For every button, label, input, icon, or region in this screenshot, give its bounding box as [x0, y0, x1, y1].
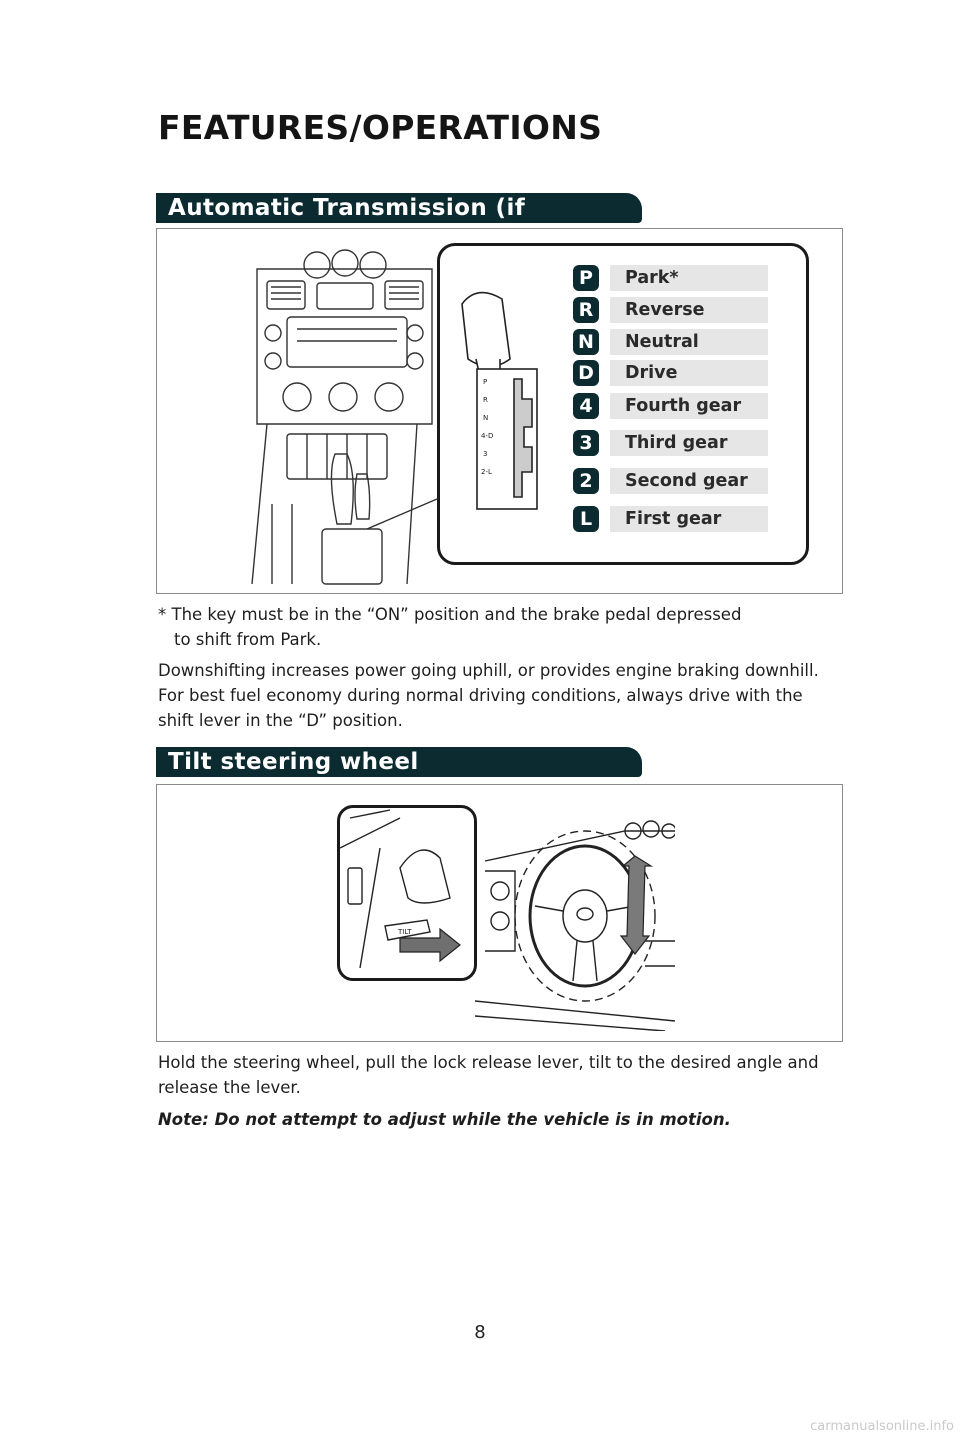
gear-badge: L — [573, 506, 599, 532]
gate-label: 3 — [483, 450, 488, 458]
gear-badge: R — [573, 297, 599, 323]
gear-badge: N — [573, 329, 599, 355]
gear-label: First gear — [610, 506, 768, 532]
footnote-line: to shift from Park. — [174, 630, 322, 649]
page-number: 8 — [474, 1322, 486, 1343]
footnote-line: * The key must be in the “ON” position and the brake pedal depressed — [158, 605, 742, 624]
gear-label: Second gear — [610, 468, 768, 494]
tilt-note: Note: Do not attempt to adjust while the vehicle is in motion. — [158, 1110, 731, 1129]
section-header-tilt: Tilt steering wheel — [156, 747, 642, 777]
tilt-lever-inset — [337, 805, 477, 981]
section-header-transmission: Automatic Transmission (if — [156, 193, 642, 223]
tilt-figure — [156, 784, 843, 1042]
transmission-paragraph: Downshifting increases power going uphill, or provides engine braking downhill. For best fuel economy during normal driving conditions, always drive with the shift lever in the “D” position. — [158, 661, 819, 730]
tilt-paragraph: Hold the steering wheel, pull the lock release lever, tilt to the desired angle and release the lever. — [158, 1053, 819, 1097]
gear-badge: P — [573, 265, 599, 291]
gear-badge: 2 — [573, 468, 599, 494]
transmission-footnote — [158, 602, 838, 652]
gear-label: Third gear — [610, 430, 768, 456]
shift-lever-illustration — [452, 284, 582, 514]
gear-badge: D — [573, 360, 599, 386]
gate-label: 4-D — [481, 432, 494, 440]
watermark: carmanualsonline.info — [810, 1419, 954, 1434]
gate-label: R — [483, 396, 488, 404]
gear-label: Fourth gear — [610, 393, 768, 419]
tilt-lever-illustration — [340, 808, 474, 978]
gear-label: Drive — [610, 360, 768, 386]
page-title: FEATURES/OPERATIONS — [158, 108, 603, 147]
gear-badge: 3 — [573, 430, 599, 456]
steering-wheel-illustration — [475, 801, 675, 1031]
gate-label: N — [483, 414, 489, 422]
gear-label: Neutral — [610, 329, 768, 355]
tilt-lever-label: TILT — [398, 928, 412, 936]
gate-label: P — [483, 378, 488, 386]
gear-badge: 4 — [573, 393, 599, 419]
gear-label: Reverse — [610, 297, 768, 323]
gear-label: Park* — [610, 265, 768, 291]
gate-label: 2-L — [481, 468, 492, 476]
